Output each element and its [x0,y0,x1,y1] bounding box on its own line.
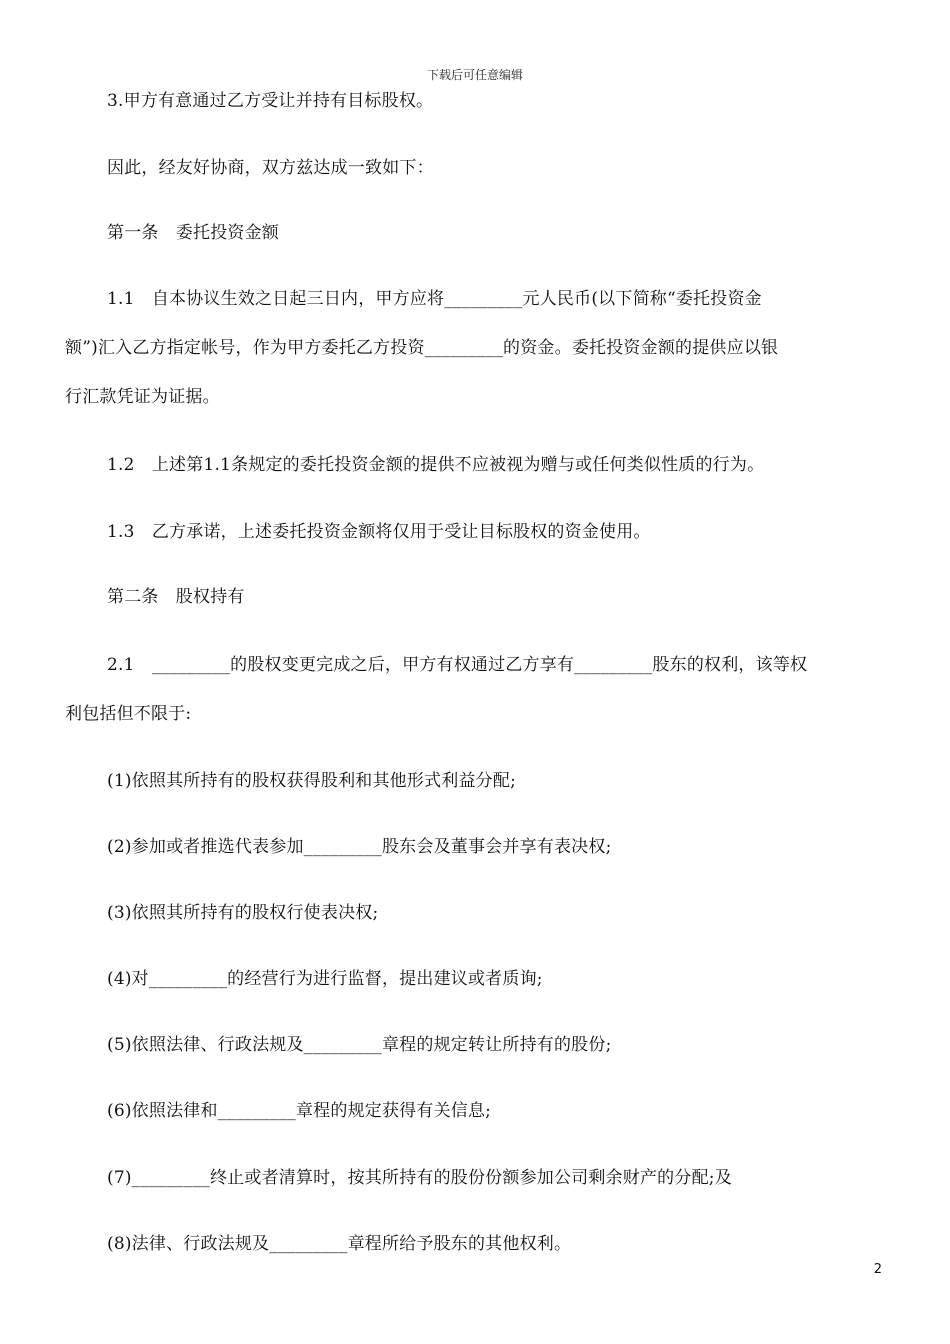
list-item: (8)法律、行政法规及_________章程所给予股东的其他权利。 [107,1234,572,1254]
list-item: (6)依照法律和_________章程的规定获得有关信息; [107,1101,492,1121]
paragraph-line: 1.2 上述第1.1条规定的委托投资金额的提供不应被视为赠与或任何类似性质的行为。 [107,455,765,475]
paragraph-line: 2.1 _________的股权变更完成之后，甲方有权通过乙方享有_________股东的权利，该等权 [107,655,808,675]
list-item: (3)依照其所持有的股权行使表决权; [107,903,379,923]
list-item: (4)对_________的经营行为进行监督，提出建议或者质询; [107,969,543,989]
header-note: 下载后可任意编辑 [426,68,523,82]
section-heading: 第一条 委托投资金额 [107,223,279,243]
paragraph-line: 1.1 自本协议生效之日起三日内，甲方应将_________元人民币(以下简称“委托投资金 [107,289,762,309]
section-heading: 第二条 股权持有 [107,587,245,607]
paragraph-line: 3.甲方有意通过乙方受让并持有目标股权。 [107,91,434,111]
paragraph-line: 利包括但不限于: [65,704,192,724]
list-item: (7)_________终止或者清算时，按其所持有的股份份额参加公司剩余财产的分配;及 [107,1168,732,1188]
paragraph-line: 行汇款凭证为证据。 [65,387,220,407]
list-item: (2)参加或者推选代表参加_________股东会及董事会并享有表决权; [107,837,612,857]
list-item: (1)依照其所持有的股权获得股利和其他形式利益分配; [107,771,517,791]
paragraph-line: 因此，经友好协商，双方兹达成一致如下： [107,158,434,178]
list-item: (5)依照法律、行政法规及_________章程的规定转让所持有的股份; [107,1035,612,1055]
page-number: 2 [873,1262,882,1277]
paragraph-line: 1.3 乙方承诺，上述委托投资金额将仅用于受让目标股权的资金使用。 [107,522,651,542]
paragraph-line: 额”)汇入乙方指定帐号，作为甲方委托乙方投资_________的资金。委托投资金额的提供应以银 [65,338,779,358]
